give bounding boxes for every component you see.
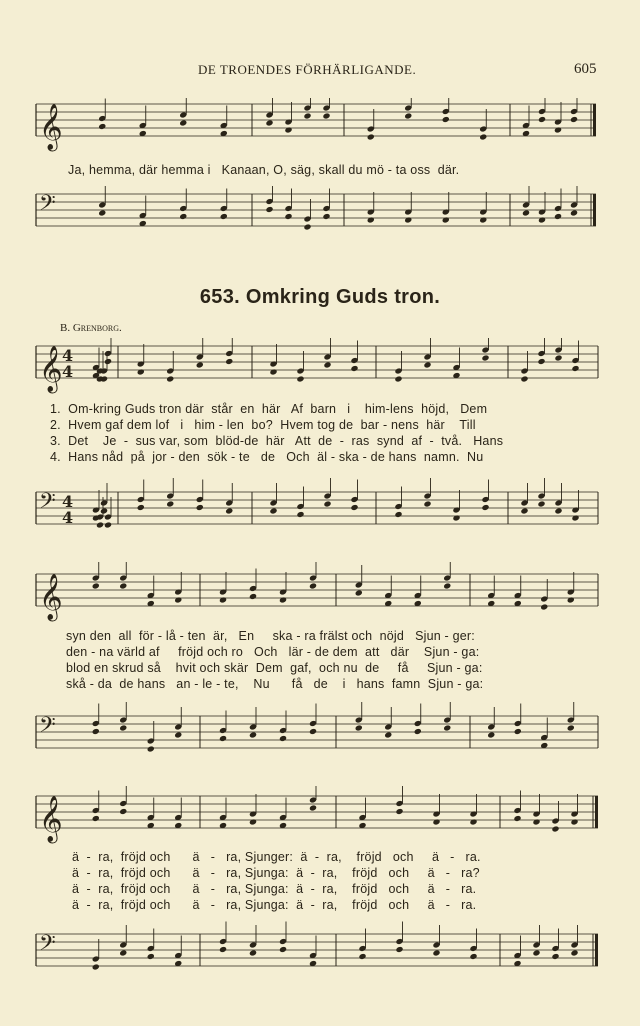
system2-treble-staff — [0, 562, 640, 622]
note-head — [284, 126, 292, 133]
note-head — [540, 603, 548, 610]
note-head — [367, 133, 375, 140]
note-head — [567, 596, 575, 603]
note-head — [225, 358, 233, 365]
note-head — [554, 126, 562, 133]
note-head — [404, 216, 412, 223]
note-head — [554, 213, 562, 220]
note-head — [309, 804, 317, 811]
note-head — [367, 216, 375, 223]
note-head — [384, 731, 392, 738]
note-head — [479, 133, 487, 140]
note-head — [350, 504, 358, 511]
note-head — [104, 358, 112, 365]
note-head — [92, 728, 100, 735]
note-head — [350, 365, 358, 372]
note-head — [443, 582, 451, 589]
note-head — [92, 963, 100, 970]
note-head — [174, 731, 182, 738]
note-head — [100, 507, 108, 514]
note-head — [104, 521, 112, 528]
note-head — [481, 354, 489, 361]
top-fragment-lyric: Ja, hemma, där hemma i Kanaan, O, säg, skall du mö - ta oss där. — [68, 163, 460, 177]
system1-treble-staff — [0, 338, 640, 398]
hymn-title: 653. Omkring Guds tron. — [199, 286, 441, 308]
system2-verse1: syn den all för - lå - ten är, En ska - ra frälst och nöjd Sjun - ger: — [66, 629, 475, 643]
treble-clef-icon: 𝄞 — [39, 104, 63, 150]
note-head — [166, 375, 174, 382]
note-head — [119, 724, 127, 731]
note-head — [137, 368, 145, 375]
system1-verse2: 2. Hvem gaf dem lof i him - len bo? Hvem tog de bar - nens här Till — [50, 418, 476, 432]
treble-clef-icon: 𝄞 — [39, 346, 63, 392]
note-head — [522, 209, 530, 216]
note-head — [284, 213, 292, 220]
note-head — [219, 596, 227, 603]
note-head — [571, 514, 579, 521]
note-head — [520, 375, 528, 382]
note-head — [469, 953, 477, 960]
note-head — [355, 724, 363, 731]
note-head — [322, 112, 330, 119]
note-head — [225, 507, 233, 514]
note-head — [394, 511, 402, 518]
note-head — [395, 946, 403, 953]
system2-verse2: den - na värld af fröjd och ro Och lär - de dem att där Sjun - ga: — [66, 645, 480, 659]
note-head — [414, 728, 422, 735]
note-head — [570, 949, 578, 956]
time-signature-top: 4 — [62, 492, 74, 511]
note-head — [442, 216, 450, 223]
note-head — [443, 724, 451, 731]
system2-verse4: skå - da de hans an - le - te, Nu få de i hans famn Sjun - ga: — [66, 677, 484, 691]
note-head — [147, 745, 155, 752]
note-head — [323, 500, 331, 507]
note-head — [96, 521, 104, 528]
note-head — [323, 361, 331, 368]
note-head — [220, 213, 228, 220]
note-head — [166, 500, 174, 507]
note-head — [219, 946, 227, 953]
note-head — [279, 735, 287, 742]
note-head — [394, 375, 402, 382]
note-head — [174, 596, 182, 603]
note-head — [537, 358, 545, 365]
note-head — [355, 589, 363, 596]
note-head — [219, 735, 227, 742]
note-head — [554, 507, 562, 514]
bass-clef-icon: 𝄢 — [39, 191, 56, 221]
note-head — [269, 368, 277, 375]
note-head — [196, 361, 204, 368]
system1-verse3: 3. Det Je - sus var, som blöd-de här Att de - ras synd af - två. Hans — [50, 434, 504, 448]
note-head — [432, 818, 440, 825]
note-head — [179, 213, 187, 220]
note-head — [442, 116, 450, 123]
top-fragment-treble-staff — [0, 98, 640, 158]
note-head — [395, 808, 403, 815]
note-head — [479, 216, 487, 223]
note-head — [303, 223, 311, 230]
system2-bass-staff — [0, 702, 640, 766]
note-head — [537, 500, 545, 507]
note-head — [520, 507, 528, 514]
note-head — [265, 206, 273, 213]
note-head — [551, 825, 559, 832]
note-head — [137, 504, 145, 511]
note-head — [119, 949, 127, 956]
note-head — [423, 500, 431, 507]
note-head — [98, 123, 106, 130]
note-head — [196, 504, 204, 511]
note-head — [279, 946, 287, 953]
note-head — [303, 112, 311, 119]
note-head — [279, 596, 287, 603]
note-head — [322, 213, 330, 220]
note-head — [538, 116, 546, 123]
time-signature-bottom: 4 — [62, 362, 74, 381]
note-head — [554, 354, 562, 361]
note-head — [469, 818, 477, 825]
note-head — [452, 514, 460, 521]
note-head — [119, 582, 127, 589]
note-head — [532, 949, 540, 956]
hymn-author: B. Grenborg. — [60, 322, 122, 334]
treble-clef-icon: 𝄞 — [39, 574, 63, 620]
note-head — [265, 119, 273, 126]
system3-bass-staff — [0, 912, 640, 978]
system3-verse2: ä - ra, fröjd och ä - ra, Sjunga: ä - ra, fröjd och ä - ra? — [72, 866, 480, 880]
note-head — [249, 818, 257, 825]
note-head — [92, 582, 100, 589]
note-head — [487, 731, 495, 738]
note-head — [269, 507, 277, 514]
note-head — [567, 724, 575, 731]
note-head — [147, 953, 155, 960]
note-head — [404, 112, 412, 119]
system3-verse3: ä - ra, fröjd och ä - ra, Sjunga: ä - ra, fröjd och ä - ra. — [72, 882, 477, 896]
note-head — [309, 582, 317, 589]
note-head — [571, 365, 579, 372]
time-signature-bottom: 4 — [62, 508, 74, 527]
bass-clef-icon: 𝄢 — [39, 489, 56, 519]
note-head — [570, 209, 578, 216]
note-head — [358, 953, 366, 960]
note-head — [92, 815, 100, 822]
note-head — [309, 728, 317, 735]
note-head — [249, 731, 257, 738]
note-head — [119, 808, 127, 815]
note-head — [513, 815, 521, 822]
treble-clef-icon: 𝄞 — [39, 796, 63, 842]
bass-clef-icon: 𝄢 — [39, 713, 56, 743]
bass-clef-icon: 𝄢 — [39, 931, 56, 961]
system2-verse3: blod en skrud så hvit och skär Dem gaf, och nu de få Sjun - ga: — [66, 661, 483, 675]
note-head — [481, 504, 489, 511]
top-fragment-bass-staff — [0, 186, 640, 246]
system3-verse4: ä - ra, fröjd och ä - ra, Sjunga: ä - ra, fröjd och ä - ra. — [72, 898, 477, 912]
running-title: DE TROENDES FÖRHÄRLIGANDE. — [198, 62, 417, 77]
note-head — [514, 728, 522, 735]
system3-verse1: ä - ra, fröjd och ä - ra, Sjunger: ä - ra, fröjd och ä - ra. — [72, 850, 481, 864]
system1-verse4: 4. Hans nåd på jor - den sök - te de Och äl - ska - de hans namn. Nu — [50, 450, 484, 464]
note-head — [538, 216, 546, 223]
page-number: 605 — [574, 61, 597, 77]
note-head — [570, 818, 578, 825]
note-head — [296, 375, 304, 382]
system1-verse1: 1. Om-kring Guds tron där står en här Af barn i him-lens höjd, Dem — [50, 402, 488, 416]
note-head — [570, 116, 578, 123]
note-head — [432, 949, 440, 956]
running-head — [0, 62, 640, 82]
note-head — [551, 953, 559, 960]
time-signature-top: 4 — [62, 346, 74, 365]
note-head — [296, 511, 304, 518]
note-head — [423, 361, 431, 368]
note-head — [249, 593, 257, 600]
note-head — [249, 949, 257, 956]
system1-bass-staff — [0, 478, 640, 542]
system3-treble-staff — [0, 786, 640, 846]
note-head — [179, 119, 187, 126]
note-head — [98, 209, 106, 216]
note-head — [532, 818, 540, 825]
